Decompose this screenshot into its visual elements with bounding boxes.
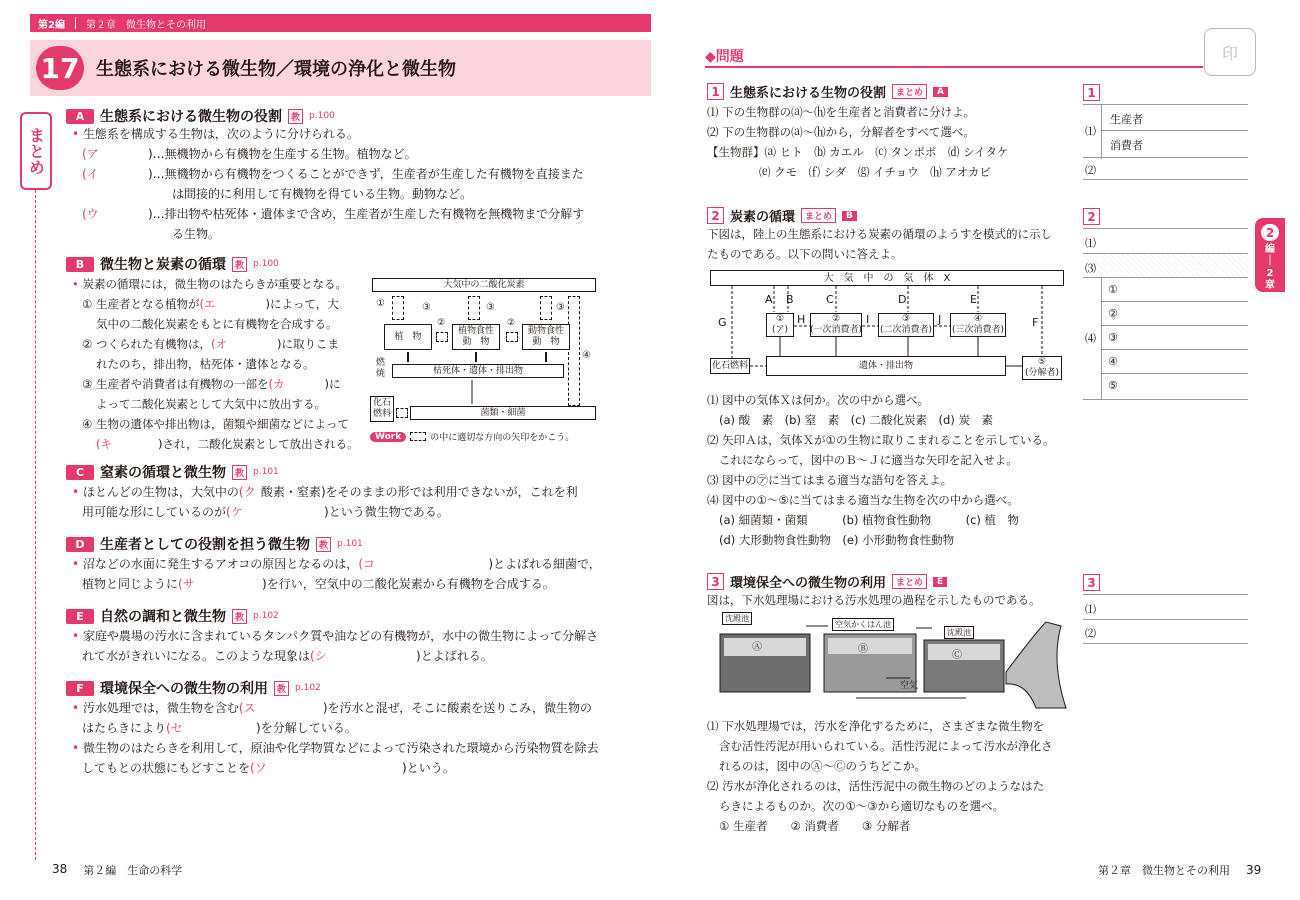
matome-tag: まとめ: [892, 84, 927, 99]
text-line: ⑴ 図中の気体Ｘは何か。次の中から選べ。: [707, 393, 930, 407]
tank-label: 沈殿池: [944, 626, 974, 639]
text-line: 家庭や農場の汚水に含まれているタンパク質や油などの有機物が，水中の微生物によって分解さ: [82, 629, 599, 643]
carnivore-box: 動物食性 動 物: [522, 324, 570, 350]
fungi-box: 菌類・細菌: [410, 406, 596, 420]
mondai-heading: [705, 46, 744, 66]
section-letter: B: [66, 257, 94, 272]
q2-subquestions: [707, 390, 1077, 550]
section-title: 微生物と炭素の循環: [100, 257, 226, 273]
answer-number: 1: [1083, 84, 1100, 101]
section-letter: C: [66, 465, 94, 480]
text-line: 炭素の循環には，微生物のはたらきが重要となる。: [82, 277, 347, 291]
answer-label: ⑵: [1085, 164, 1096, 177]
text-line: れて水がきれいになる。このような現象は: [82, 649, 311, 663]
text-line: ③ 生産者や消費者は有機物の一部を: [82, 377, 269, 391]
text-line: )という。: [402, 761, 455, 775]
textbook-mark: 教: [274, 681, 289, 696]
blank-ku: (ク: [238, 485, 256, 499]
text-line: )を汚水と混ぜ，そこに酸素を送りこみ，微生物の: [322, 701, 592, 715]
organism-3: ③ (二次消費者): [879, 314, 933, 335]
q3-intro: 図は，下水処理場における汚水処理の過程を示したものである。: [707, 593, 1041, 607]
text-line: )を分解している。: [256, 721, 357, 735]
answer-label: ⑶: [1085, 262, 1096, 275]
section-d-body: • 沼などの水面に発生するアオコの原因となるのは，(コ )とよばれる細菌で， 植物と同じように(サ )を行い，空気中の二酸化炭素から有機物を合成する。: [72, 554, 602, 594]
section-letter: E: [66, 609, 94, 624]
textbook-mark: 教: [316, 537, 331, 552]
text-line: ⑵ 矢印Ａは，気体Ｘが①の生物に取りこまれることを示している。: [707, 433, 1055, 447]
question-number: 2: [707, 207, 724, 224]
dashed-box-sample: [410, 432, 426, 441]
text-line: 含む活性汚泥が用いられている。活性汚泥によって汚水が浄化さ: [719, 739, 1053, 753]
text-line: (a) 酸 素 (b) 窒 素 (c) 二酸化炭素 (d) 炭 素: [719, 413, 993, 427]
section-title: 窒素の循環と微生物: [100, 465, 226, 481]
text-line: よって二酸化炭素として大気中に放出する。: [96, 397, 326, 411]
part-label: 第2編: [38, 19, 65, 31]
q2-heading: [707, 206, 857, 225]
text-line: らきによるものか。次の①～③から適切なものを選べ。: [719, 799, 1005, 813]
blank-ki: (キ: [96, 437, 112, 451]
remains-box: 遺体・排出物: [766, 356, 1006, 376]
matome-tag: まとめ: [801, 208, 836, 223]
text-line: はたらきにより: [82, 721, 167, 735]
text-line: れたのち，排出物，枯死体・遺体となる。: [96, 357, 315, 371]
answer-label: ⑴: [1085, 237, 1096, 250]
section-title: 環境保全への微生物の利用: [100, 681, 268, 697]
arrow-label: F: [1032, 316, 1039, 329]
text-line: )に取りこま: [276, 337, 339, 351]
page-ref: p.102: [253, 611, 279, 621]
text-line: )…無機物から有機物を生産する生物。植物など。: [148, 147, 417, 161]
text-line: )を行い，空気中の二酸化炭素から有機物を合成する。: [262, 577, 555, 591]
text-line: たものである。以下の問いに答えよ。: [707, 247, 903, 261]
q1-heading: [707, 82, 948, 101]
section-b-body: • 炭素の循環には，微生物のはたらきが重要となる。 ① 生産者となる植物が(エ )によって，大 気中の二酸化炭素をもとに有機物を合成する。 ② つくられた有機物は，(オ )に取りこま れたのち，排出物，枯死体・遺体となる。 ③ 生産者や消費者は有機物の一部を(カ )に よって二酸化炭素として大気中に放出する。 ④ 生物の遺体や排出物は，菌類や細菌などによって (キ )され，二酸化炭素として放出される。: [72, 274, 372, 454]
diagram-arrows: [372, 290, 598, 420]
textbook-mark: 教: [232, 609, 247, 624]
section-letter: D: [66, 537, 94, 552]
matome-tag: まとめ: [892, 574, 927, 589]
text-line: は間接的に利用して有機物を得ている生物。動物など。: [172, 187, 473, 201]
left-footer: [52, 862, 182, 878]
text-line: ⑵ 汚水が浄化されるのは，活性汚泥中の微生物のどのようなはた: [707, 779, 1045, 793]
question-title: 生態系における生物の役割: [730, 86, 887, 101]
text-line: れるのは，図中のⒶ～Ⓒのうちどこか。: [719, 759, 926, 773]
section-letter: A: [66, 109, 94, 124]
answer-field-2-3[interactable]: [1083, 254, 1248, 278]
text-line: 下図は，陸上の生態系における炭素の循環のようすを模式的に示し: [707, 227, 1052, 241]
mondai-rule: [705, 66, 1203, 68]
tank-label: 空気かくはん池: [832, 618, 894, 631]
text-line: ① 生産者 ② 消費者 ③ 分解者: [719, 819, 911, 833]
page-ref: p.100: [253, 259, 279, 269]
question-title: 炭素の循環: [730, 210, 796, 225]
page-ref: p.101: [253, 467, 279, 477]
slot-label: ②: [507, 318, 516, 328]
section-f-body: • 汚水処理では，微生物を含む(ス )を汚水と混ぜ，そこに酸素を送りこみ，微生物の はたらきにより(セ )を分解している。 • 微生物のはたらきを利用して，原油や化学物質などによって汚染された環境から汚染物質を除去 してもとの状態にもどすことを(ソ )という。: [72, 698, 602, 778]
answer-label: ⑵: [1085, 627, 1096, 640]
text-line: 植物と同じように: [82, 577, 179, 591]
tank-id: Ⓒ: [952, 650, 962, 661]
arrow-label: C: [826, 293, 834, 306]
text-line: 汚水処理では，微生物を含む: [82, 701, 239, 715]
answer-number: 3: [1083, 574, 1100, 591]
arrow-label: D: [898, 293, 907, 306]
text-line: ⑴ 下水処理場では，汚水を浄化するために，さまざまな微生物を: [707, 719, 1045, 733]
answer-field-2-1[interactable]: [1083, 228, 1248, 254]
text-line: 【生物群】⒜ ヒト ⒝ カエル ⒞ タンポポ ⒟ シイタケ: [707, 145, 1009, 159]
slot-label: ③: [422, 302, 431, 313]
blank-sa: (サ: [178, 577, 195, 591]
answer-label: ⑷: [1085, 332, 1096, 345]
section-e-heading: [66, 606, 279, 626]
tank-id: Ⓑ: [858, 644, 868, 655]
arrow-label: E: [970, 293, 977, 306]
mondai-label: ◆問題: [705, 49, 744, 65]
section-title: 生態系における微生物の役割: [100, 109, 282, 125]
text-line: )をそのままの形では利用できないが，これを利: [320, 485, 578, 499]
co2-box: 大気中の二酸化炭素: [372, 278, 596, 292]
page-ref: p.100: [309, 111, 335, 121]
sub-answer: ⑤: [1101, 374, 1248, 400]
text-line: 生態系を構成する生物は，次のように分けられる。: [82, 127, 359, 141]
burn-label: 燃 焼: [376, 358, 386, 379]
section-f-heading: [66, 678, 321, 698]
section-tag: E: [933, 577, 947, 587]
textbook-mark: 教: [232, 465, 247, 480]
blank-o: (オ: [210, 337, 227, 351]
work-badge: Work: [370, 432, 406, 442]
text-line: )…無機物から有機物をつくることができず，生産者が生産した有機物を直接また: [148, 167, 584, 181]
answer-field-1-2[interactable]: [1083, 158, 1248, 180]
footer-text: 第２編 生命の科学: [83, 864, 183, 877]
answer-field-3-1[interactable]: [1083, 594, 1248, 620]
work-note: [370, 430, 574, 443]
answer-field-2-4[interactable]: [1083, 278, 1248, 400]
sub-answer: ④: [1101, 350, 1248, 374]
arrow-label: I: [866, 313, 870, 326]
text-line: )に: [324, 377, 341, 391]
slot-label: ③: [486, 302, 495, 313]
slot-label: ③: [556, 302, 565, 313]
question-number: 1: [707, 83, 724, 100]
chapter-label: 第２章 微生物とその利用: [85, 19, 206, 31]
slot-label: ②: [437, 318, 446, 328]
section-a-body: • 生態系を構成する生物は，次のように分けられる。 (ア )…無機物から有機物を生産する生物。植物など。 (イ )…無機物から有機物をつくることができず，生産者が生産した有機物を直接また は間接的に利用して有機物を得ている生物。動物など。 (ウ )…排出物や枯死体・遺体まで含め，生産者が生産した有機物を無機物まで分解す る生物。: [72, 124, 602, 244]
blank-su: (ス: [238, 701, 256, 715]
blank-ke: (ケ: [226, 505, 243, 519]
section-letter: F: [66, 681, 94, 696]
section-tag: B: [842, 211, 857, 221]
section-title: 自然の調和と微生物: [100, 609, 226, 625]
blank-a: (ア: [82, 147, 99, 161]
question-number: 3: [707, 573, 724, 590]
section-c-body: • ほとんどの生物は，大気中の(ク 酸素・窒素)をそのままの形では利用できないが，これを利 用可能な形にしているのが(ケ )という微生物である。: [72, 482, 602, 522]
sub-answer: ①: [1101, 278, 1248, 302]
slot-label: ①: [376, 298, 385, 309]
q3-heading: [707, 572, 947, 591]
blank-se: (セ: [166, 721, 183, 735]
answer-label: ⑴: [1085, 125, 1096, 138]
answer-field-3-2[interactable]: [1083, 620, 1248, 644]
work-text: の中に適切な方向の矢印をかこう。: [430, 433, 575, 443]
text-line: ⑴ 下の生物群の⒜〜⒣を生産者と消費者に分けよ。: [707, 105, 976, 119]
page-number: 39: [1246, 863, 1262, 877]
stamp-box: 印: [1204, 28, 1256, 76]
q2-intro: [707, 224, 1077, 264]
blank-u: (ウ: [82, 207, 99, 221]
text-line: (d) 大形動物食性動物 (e) 小形動物食性動物: [719, 533, 955, 547]
air-label: 空気: [900, 681, 919, 691]
text-line: ① 生産者となる植物が: [82, 297, 200, 311]
text-line: )とよばれる細菌で，: [488, 557, 601, 571]
q1-body: [707, 102, 1077, 182]
page-ref: p.101: [337, 539, 363, 549]
organism-4: ④ (三次消費者): [951, 314, 1005, 335]
lesson-title: 生態系における微生物／環境の浄化と微生物: [96, 59, 456, 80]
text-line: ⒠ クモ ⒡ シダ ⒢ イチョウ ⒣ アオカビ: [759, 165, 991, 179]
chapter-header-bar: [30, 14, 651, 32]
blank-i: (イ: [82, 167, 99, 181]
textbook-mark: 教: [288, 109, 303, 124]
organism-1: ① (ア): [766, 313, 794, 337]
arrow-label: J: [938, 313, 942, 326]
decomposer-box: ⑤ (分解者): [1022, 356, 1062, 380]
arrow-label: B: [786, 293, 794, 306]
section-b-heading: [66, 254, 279, 274]
arrow-label: G: [718, 316, 727, 329]
text-line: )…排出物や枯死体・遺体まで含め，生産者が生産した有機物を無機物まで分解す: [148, 207, 585, 221]
text-line: 沼などの水面に発生するアオコの原因となるのは，: [82, 557, 359, 571]
plant-box: 植 物: [384, 324, 432, 350]
section-d-heading: [66, 534, 363, 554]
page-number: 38: [52, 862, 68, 876]
blank-shi: (シ: [310, 649, 327, 663]
text-line: )され，二酸化炭素として放出される。: [158, 437, 359, 451]
gas-x-box: 大 気 中 の 気 体 X: [710, 270, 1064, 286]
consumer-label: 消費者: [1101, 131, 1248, 159]
textbook-mark: 教: [232, 257, 247, 272]
matome-divider: [35, 190, 36, 860]
text-line: る生物。: [172, 227, 221, 241]
text-line: ⑵ 下の生物群の⒜〜⒣から，分解者をすべて選べ。: [707, 125, 975, 139]
text-line: 微生物のはたらきを利用して，原油や化学物質などによって汚染された環境から汚染物質を除去: [82, 741, 599, 755]
answer-label: ⑴: [1085, 603, 1096, 616]
text-line: してもとの状態にもどすことを: [82, 761, 251, 775]
text-line: ⑷ 図中の①～⑤に当てはまる適当な生物を次の中から選べ。: [707, 493, 1019, 507]
answer-number: 2: [1083, 208, 1100, 225]
footer-text: 第２章 微生物とその利用: [1098, 864, 1230, 877]
text-line: これにならって，図中のＢ～Ｊに適当な矢印を記入せよ。: [719, 453, 1018, 467]
text-line: ② つくられた有機物は，: [82, 337, 211, 351]
herbivore-box: 植物食性 動 物: [452, 324, 500, 350]
blank-e: (エ: [199, 297, 216, 311]
producer-label: 生産者: [1101, 105, 1248, 131]
text-line: ほとんどの生物は，大気中の: [82, 485, 239, 499]
text-line: (a) 細菌類・菌類 (b) 植物食性動物 (c) 植 物: [719, 513, 1020, 527]
side-tab-text: 編 ｜ 2 章: [1265, 244, 1275, 291]
blank-ko: (コ: [358, 557, 375, 571]
sub-answer: ②: [1101, 302, 1248, 326]
text-line: 用可能な形にしているのが: [82, 505, 227, 519]
section-a-heading: [66, 106, 335, 126]
answer-field-1-1[interactable]: [1083, 104, 1248, 158]
tank-id: Ⓐ: [752, 642, 762, 653]
section-e-body: • 家庭や農場の汚水に含まれているタンパク質や油などの有機物が，水中の微生物によって分解さ れて水がきれいになる。このような現象は(シ )とよばれる。: [72, 626, 602, 666]
arrow-label: A: [765, 293, 773, 306]
right-footer: [1098, 862, 1261, 878]
text-line: )という微生物である。: [324, 505, 449, 519]
section-title: 生産者としての役割を担う微生物: [100, 537, 310, 553]
blank-so: (ソ: [250, 761, 267, 775]
text-line: )とよばれる。: [416, 649, 493, 663]
organism-2: ② (一次消費者): [809, 314, 863, 335]
fossil-box: 化石 燃料: [370, 396, 394, 422]
arrow-label: H: [797, 313, 806, 326]
text-line: 気中の二酸化炭素をもとに有機物を合成する。: [96, 317, 338, 331]
dead-box: 枯死体・遺体・排出物: [392, 364, 564, 378]
question-title: 環境保全への微生物の利用: [730, 576, 887, 591]
text-line: 酸素・窒素: [260, 485, 321, 499]
blank-ka: (カ: [268, 377, 285, 391]
sub-answer: ③: [1101, 326, 1248, 350]
flow-lines: [708, 286, 1068, 382]
side-tab-number: 2: [1261, 224, 1279, 241]
section-c-heading: [66, 462, 279, 482]
chapter-side-tab: [1255, 218, 1285, 292]
text-line: ⑶ 図中の㋐に当てはまる適当な語句を答えよ。: [707, 473, 953, 487]
fossil-fuel-box: 化石燃料: [710, 358, 750, 374]
lesson-number: 17: [36, 46, 84, 90]
slot-label: ④: [582, 350, 591, 361]
text-line: )によって，大: [265, 297, 339, 311]
matome-label: まとめ: [20, 112, 52, 190]
section-tag: A: [933, 87, 948, 97]
text-line: ④ 生物の遺体や排出物は，菌類や細菌などによって: [82, 417, 349, 431]
page-ref: p.102: [295, 683, 321, 693]
q3-subquestions: [707, 716, 1077, 836]
tank-label: 沈殿池: [722, 612, 752, 625]
